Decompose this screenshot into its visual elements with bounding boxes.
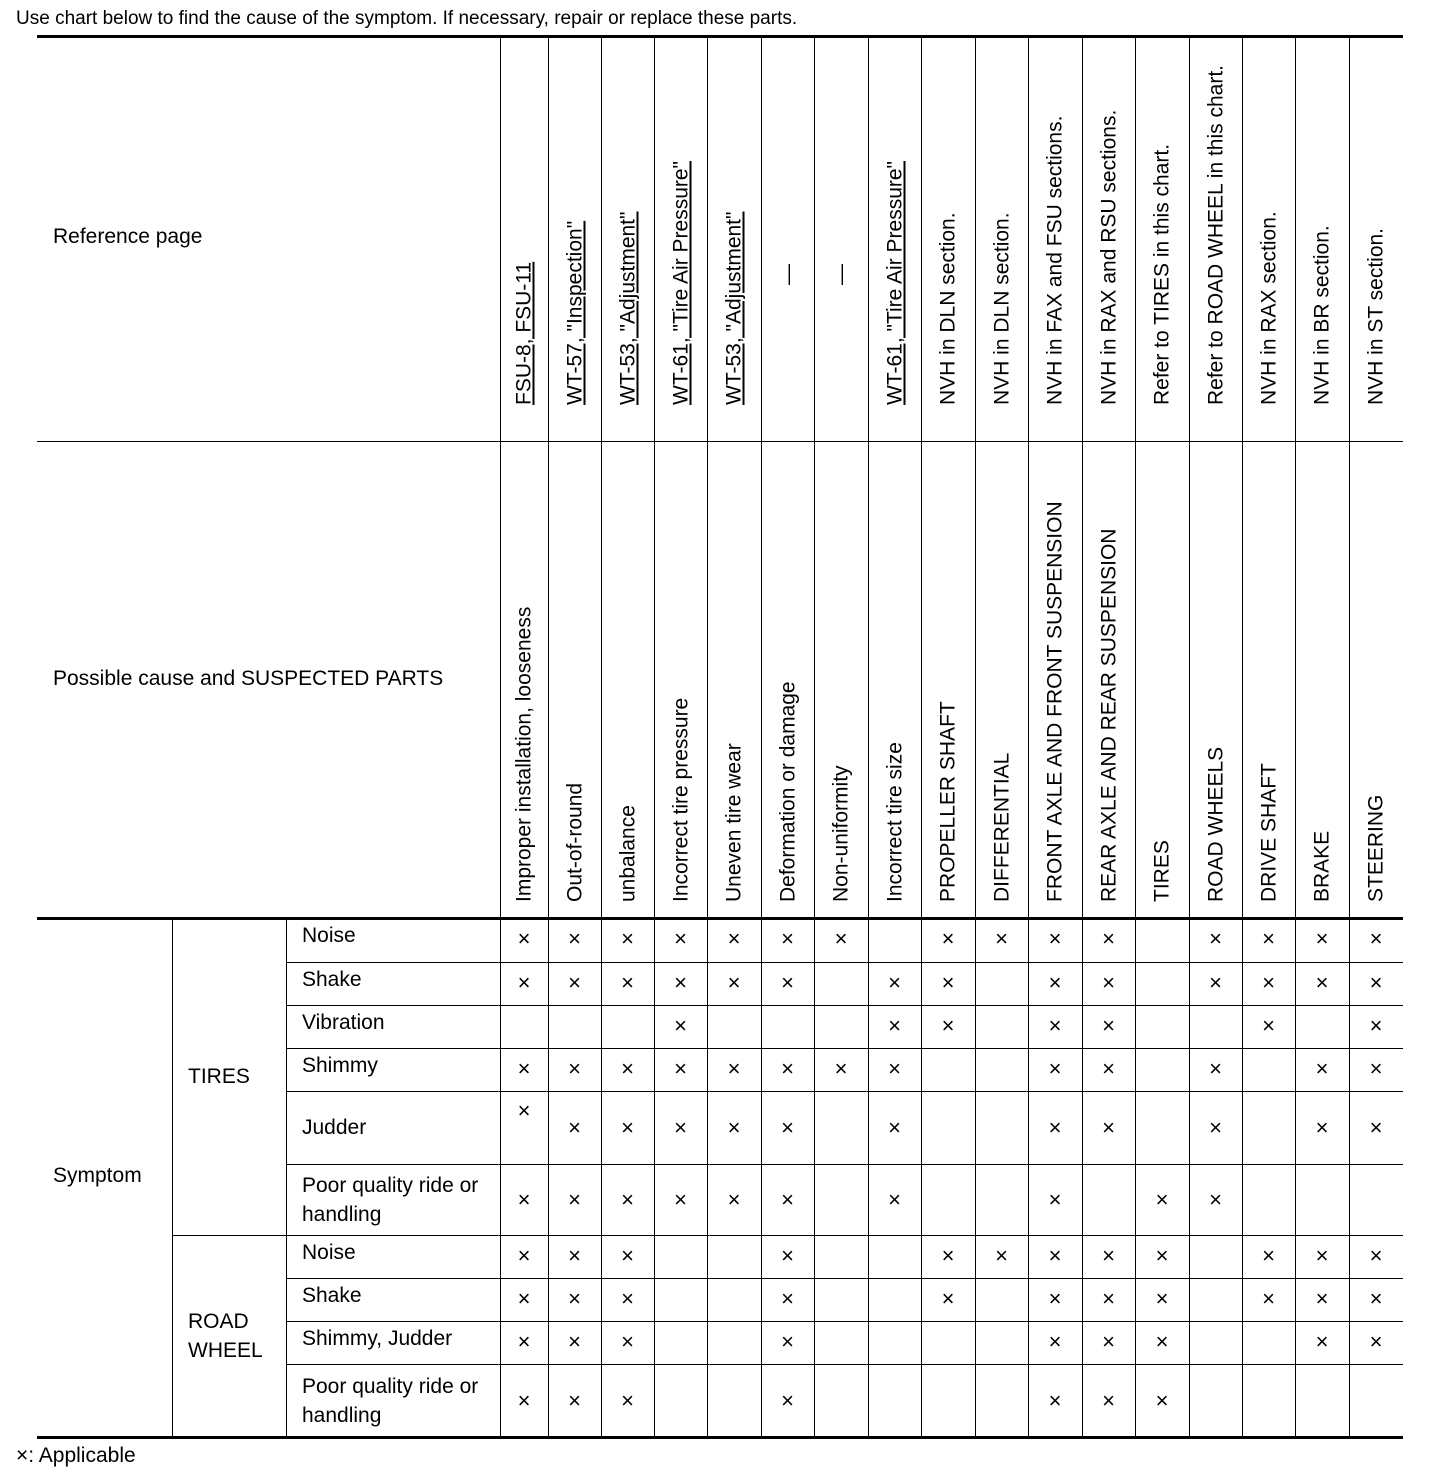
reference-page-link[interactable]: WT-53, "Adjustment"	[722, 211, 746, 405]
applicable-mark: ×	[888, 1056, 901, 1081]
applicable-mark: ×	[1315, 1114, 1329, 1140]
reference-page-text: —	[829, 264, 853, 285]
cause-cell	[707, 445, 761, 902]
symptom-row-label: Shake	[302, 968, 362, 991]
applicable-mark: ×	[568, 1243, 581, 1268]
cause-label: TIRES	[1150, 840, 1174, 902]
group-label: ROAD WHEEL	[188, 1310, 263, 1362]
cause-label: unbalance	[616, 805, 639, 902]
symptom-row-label: Vibration	[302, 1011, 385, 1034]
applicable-mark: ×	[941, 1286, 955, 1311]
applicable-mark: ×	[1315, 1243, 1329, 1268]
cause-cell	[761, 445, 814, 902]
cause-cell	[548, 445, 601, 902]
symptom-row-label: Shake	[302, 1284, 362, 1307]
reference-page-link[interactable]: WT-57, "Inspection"	[563, 220, 586, 405]
reference-page-cell	[1189, 39, 1242, 405]
reference-page-cell	[868, 39, 921, 405]
applicable-mark: ×	[568, 1056, 581, 1081]
symptom-row-label: Shimmy	[302, 1054, 378, 1077]
cause-cell	[601, 445, 654, 902]
cause-label: PROPELLER SHAFT	[936, 701, 960, 902]
applicable-mark: ×	[674, 1186, 687, 1212]
applicable-mark: ×	[834, 1056, 848, 1081]
applicable-mark: ×	[517, 1098, 531, 1123]
applicable-mark: ×	[781, 1387, 794, 1413]
cause-label: BRAKE	[1310, 830, 1334, 902]
applicable-mark: ×	[834, 926, 848, 951]
applicable-mark: ×	[1155, 1186, 1169, 1212]
applicable-mark: ×	[1369, 1114, 1383, 1140]
applicable-mark: ×	[621, 1387, 634, 1413]
applicable-mark: ×	[1209, 926, 1222, 951]
applicable-mark: ×	[1262, 1013, 1275, 1038]
applicable-mark: ×	[781, 1329, 794, 1354]
applicable-mark: ×	[888, 1186, 901, 1212]
cause-label: REAR AXLE AND REAR SUSPENSION	[1097, 528, 1120, 902]
cause-label: FRONT AXLE AND FRONT SUSPENSION	[1043, 501, 1067, 902]
applicable-mark: ×	[1048, 1056, 1062, 1081]
applicable-mark: ×	[1155, 1286, 1169, 1311]
group-separator-rule	[172, 1235, 1403, 1236]
applicable-mark: ×	[621, 1056, 634, 1081]
reference-page-text: NVH in DLN section.	[990, 212, 1013, 405]
applicable-mark: ×	[568, 1387, 581, 1413]
reference-page-text: NVH in RAX and RSU sections.	[1097, 109, 1120, 405]
row-separator-rule	[286, 1364, 1403, 1365]
applicable-mark: ×	[1155, 1329, 1169, 1354]
applicable-mark: ×	[621, 1286, 634, 1311]
cause-cell	[1295, 445, 1349, 902]
applicable-mark: ×	[1315, 926, 1329, 951]
cause-cell	[500, 445, 548, 902]
applicable-mark: ×	[1155, 1387, 1169, 1413]
applicable-mark: ×	[781, 1286, 794, 1311]
applicable-mark: ×	[517, 926, 531, 951]
reference-page-link[interactable]: WT-61, "Tire Air Pressure"	[669, 160, 692, 405]
chart-instructions: Use chart below to find the cause of the symptom. If necessary, repair or replace these parts.	[16, 8, 798, 29]
row-separator-rule	[286, 1278, 1403, 1279]
row-separator-rule	[286, 1164, 1403, 1165]
applicable-mark: ×	[888, 970, 901, 995]
applicable-mark: ×	[1209, 970, 1222, 995]
applicable-mark: ×	[1048, 1387, 1062, 1413]
applicable-mark: ×	[1315, 970, 1329, 995]
applicable-mark: ×	[727, 970, 741, 995]
applicable-mark: ×	[517, 1329, 531, 1354]
row-separator-rule	[286, 1048, 1403, 1049]
applicable-mark: ×	[1102, 926, 1115, 951]
reference-page-text: NVH in BR section.	[1310, 225, 1334, 405]
applicable-mark: ×	[1048, 1243, 1062, 1268]
applicable-mark: ×	[568, 926, 581, 951]
applicable-mark: ×	[1209, 1186, 1222, 1212]
cause-cell	[921, 445, 975, 902]
applicable-mark: ×	[941, 1243, 955, 1268]
legend: ×: Applicable	[16, 1444, 136, 1467]
applicable-mark: ×	[568, 1114, 581, 1140]
reference-page-cell	[761, 39, 814, 405]
applicable-mark: ×	[1102, 1286, 1115, 1311]
applicable-mark: ×	[1048, 1013, 1062, 1038]
cause-label: Deformation or damage	[776, 681, 799, 902]
reference-page-cell	[1082, 39, 1135, 405]
applicable-mark: ×	[517, 1387, 531, 1413]
cause-label: Out-of-round	[563, 782, 586, 902]
cause-row-rule	[37, 917, 1403, 920]
cause-label: Improper installation, looseness	[512, 606, 536, 902]
applicable-mark: ×	[888, 1114, 901, 1140]
applicable-mark: ×	[674, 970, 687, 995]
applicable-mark: ×	[727, 1186, 741, 1212]
cause-cell	[1082, 445, 1135, 902]
applicable-mark: ×	[1262, 970, 1275, 995]
applicable-mark: ×	[568, 1286, 581, 1311]
reference-page-cell	[814, 39, 868, 405]
row-separator-rule	[286, 1091, 1403, 1092]
reference-page-cell	[548, 39, 601, 405]
reference-page-text: NVH in DLN section.	[936, 212, 960, 405]
reference-page-text: Refer to ROAD WHEEL in this chart.	[1204, 65, 1227, 405]
applicable-mark: ×	[1209, 1056, 1222, 1081]
reference-page-text: —	[776, 264, 799, 285]
applicable-mark: ×	[1155, 1243, 1169, 1268]
applicable-mark: ×	[781, 1243, 794, 1268]
reference-page-cell	[601, 39, 654, 405]
applicable-mark: ×	[1048, 1186, 1062, 1212]
applicable-mark: ×	[621, 926, 634, 951]
applicable-mark: ×	[941, 1013, 955, 1038]
symptom-label: Symptom	[53, 1164, 142, 1187]
cause-cell	[1349, 445, 1403, 902]
symptom-row-label: Judder	[302, 1116, 367, 1139]
applicable-mark: ×	[517, 1056, 531, 1081]
applicable-mark: ×	[727, 1056, 741, 1081]
applicable-mark: ×	[941, 926, 955, 951]
applicable-mark: ×	[674, 1114, 687, 1140]
reference-page-cell	[1242, 39, 1295, 405]
cause-label: Uneven tire wear	[722, 743, 746, 902]
applicable-mark: ×	[1102, 1056, 1115, 1081]
applicable-mark: ×	[1369, 1329, 1383, 1354]
applicable-mark: ×	[621, 1329, 634, 1354]
applicable-mark: ×	[1369, 926, 1383, 951]
applicable-mark: ×	[1102, 970, 1115, 995]
symptom-row-label: Poor quality ride or handling	[302, 1173, 479, 1226]
applicable-mark: ×	[1369, 970, 1383, 995]
cause-cell	[1028, 445, 1082, 902]
applicable-mark: ×	[517, 1243, 531, 1268]
symptom-row-label: Noise	[302, 1241, 356, 1264]
cause-label: STEERING	[1364, 794, 1388, 902]
applicable-mark: ×	[1102, 1013, 1115, 1038]
applicable-mark: ×	[781, 1114, 794, 1140]
applicable-mark: ×	[1102, 1114, 1115, 1140]
reference-page-text: Refer to TIRES in this chart.	[1150, 143, 1174, 405]
applicable-mark: ×	[621, 1114, 634, 1140]
applicable-mark: ×	[1048, 970, 1062, 995]
applicable-mark: ×	[517, 970, 531, 995]
reference-page-cell	[1028, 39, 1082, 405]
group-column-rule	[172, 918, 173, 1437]
reference-page-text: NVH in ST section.	[1364, 227, 1388, 405]
symptom-row-label: Shimmy, Judder	[302, 1327, 453, 1350]
cause-cell	[1242, 445, 1295, 902]
applicable-mark: ×	[674, 1013, 687, 1038]
cause-label: Incorrect tire pressure	[669, 697, 692, 902]
applicable-mark: ×	[1048, 926, 1062, 951]
applicable-mark: ×	[888, 1013, 901, 1038]
applicable-mark: ×	[781, 1056, 794, 1081]
cause-label: DRIVE SHAFT	[1257, 763, 1280, 902]
reference-page-cell	[654, 39, 707, 405]
applicable-mark: ×	[727, 1114, 741, 1140]
applicable-mark: ×	[1102, 1387, 1115, 1413]
reference-page-cell	[707, 39, 761, 405]
applicable-mark: ×	[1262, 1286, 1275, 1311]
applicable-mark: ×	[1262, 1243, 1275, 1268]
applicable-mark: ×	[1048, 1329, 1062, 1354]
symptom-chart-table	[37, 35, 1403, 1440]
applicable-mark: ×	[1102, 1243, 1115, 1268]
applicable-mark: ×	[1369, 1056, 1383, 1081]
top-rule	[37, 35, 1403, 38]
applicable-mark: ×	[674, 1056, 687, 1081]
possible-cause-label: Possible cause and SUSPECTED PARTS	[53, 667, 444, 690]
applicable-mark: ×	[995, 1243, 1008, 1268]
applicable-mark: ×	[995, 926, 1008, 951]
cause-cell	[654, 445, 707, 902]
reference-page-link[interactable]: WT-53, "Adjustment"	[616, 211, 639, 405]
reference-page-text: NVH in RAX section.	[1257, 211, 1280, 405]
applicable-mark: ×	[1315, 1329, 1329, 1354]
applicable-mark: ×	[1369, 1243, 1383, 1268]
reference-page-cell	[1295, 39, 1349, 405]
reference-page-link[interactable]: FSU-8, FSU-11	[512, 261, 536, 405]
reference-page-link[interactable]: WT-61, "Tire Air Pressure"	[883, 160, 906, 405]
applicable-mark: ×	[941, 970, 955, 995]
applicable-mark: ×	[1315, 1056, 1329, 1081]
reference-page-text: NVH in FAX and FSU sections.	[1043, 115, 1067, 405]
applicable-mark: ×	[568, 970, 581, 995]
cause-cell	[868, 445, 921, 902]
applicable-mark: ×	[621, 1186, 634, 1212]
applicable-mark: ×	[568, 1329, 581, 1354]
cause-cell	[975, 445, 1028, 902]
cause-label: DIFFERENTIAL	[990, 752, 1013, 902]
applicable-mark: ×	[1048, 1286, 1062, 1311]
applicable-mark: ×	[517, 1286, 531, 1311]
reference-page-cell	[500, 39, 548, 405]
reference-page-cell	[975, 39, 1028, 405]
cause-label: Incorrect tire size	[883, 742, 906, 902]
group-label: TIRES	[188, 1065, 250, 1088]
applicable-mark: ×	[1102, 1329, 1115, 1354]
cause-label: ROAD WHEELS	[1204, 746, 1227, 902]
cause-cell	[814, 445, 868, 902]
bottom-rule	[37, 1436, 1403, 1439]
cause-cell	[1135, 445, 1189, 902]
applicable-mark: ×	[1315, 1286, 1329, 1311]
applicable-mark: ×	[781, 1186, 794, 1212]
applicable-mark: ×	[781, 926, 794, 951]
reference-page-cell	[921, 39, 975, 405]
row-separator-rule	[286, 1321, 1403, 1322]
applicable-mark: ×	[1262, 926, 1275, 951]
reference-page-cell	[1135, 39, 1189, 405]
applicable-mark: ×	[674, 926, 687, 951]
symptom-row-label: Noise	[302, 924, 356, 947]
row-separator-rule	[286, 1005, 1403, 1006]
applicable-mark: ×	[621, 970, 634, 995]
applicable-mark: ×	[781, 970, 794, 995]
reference-page-cell	[1349, 39, 1403, 405]
applicable-mark: ×	[1369, 1286, 1383, 1311]
cause-label: Non-uniformity	[829, 765, 853, 902]
symptom-row-label: Poor quality ride or handling	[302, 1374, 479, 1427]
applicable-mark: ×	[1048, 1114, 1062, 1140]
applicable-mark: ×	[621, 1243, 634, 1268]
reference-page-label: Reference page	[53, 225, 203, 248]
row-separator-rule	[286, 962, 1403, 963]
applicable-mark: ×	[727, 926, 741, 951]
reference-row-rule	[37, 441, 1403, 442]
applicable-mark: ×	[1369, 1013, 1383, 1038]
cause-cell	[1189, 445, 1242, 902]
applicable-mark: ×	[568, 1186, 581, 1212]
applicable-mark: ×	[517, 1186, 531, 1212]
applicable-mark: ×	[1209, 1114, 1222, 1140]
